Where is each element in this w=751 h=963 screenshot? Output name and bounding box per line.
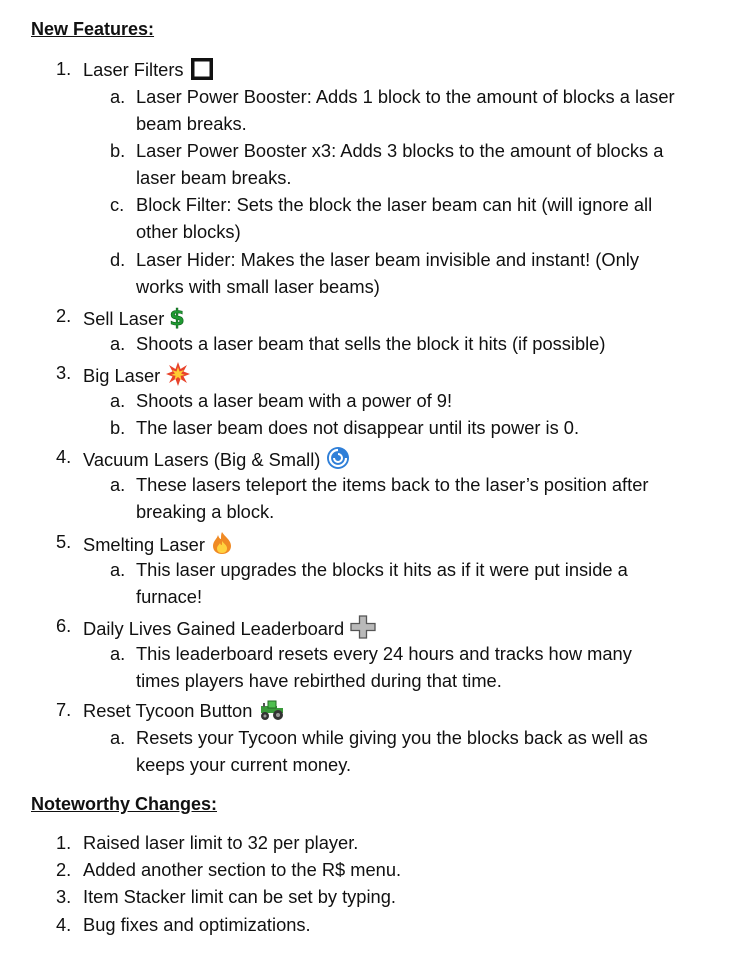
feature-title: Daily Lives Gained Leaderboard <box>83 615 376 644</box>
change-text: Added another section to the R$ menu. <box>83 859 402 880</box>
list-number: 4. <box>56 446 72 467</box>
sub-text: This leaderboard resets every 24 hours and tracks how many <box>136 643 632 664</box>
sub-letter: a. <box>110 333 126 354</box>
sub-text: Shoots a laser beam with a power of 9! <box>136 390 453 411</box>
fire-icon <box>211 531 233 560</box>
sub-text: This laser upgrades the blocks it hits as if it were put inside a <box>136 559 628 580</box>
list-number: 4. <box>56 914 72 935</box>
sub-letter: a. <box>110 390 126 411</box>
change-text: Raised laser limit to 32 per player. <box>83 832 359 853</box>
list-number: 2. <box>56 305 72 326</box>
sub-text: breaking a block. <box>136 501 275 522</box>
new-features-heading: New Features: <box>31 19 155 39</box>
sub-letter: a. <box>110 643 126 664</box>
sub-text: other blocks) <box>136 221 241 242</box>
list-number: 1. <box>56 832 72 853</box>
sub-letter: a. <box>110 86 126 107</box>
list-number: 7. <box>56 699 72 720</box>
sub-letter: a. <box>110 474 126 495</box>
sub-text: Laser Power Booster x3: Adds 3 blocks to the amount of blocks a <box>136 140 664 161</box>
list-number: 3. <box>56 886 72 907</box>
dollar-sign-icon <box>169 305 185 334</box>
feature-title: Big Laser <box>83 362 190 391</box>
sub-text: times players have rebirthed during that time. <box>136 670 502 691</box>
sub-text: works with small laser beams) <box>136 276 380 297</box>
feature-title: Vacuum Lasers (Big & Small) <box>83 446 350 475</box>
change-text: Bug fixes and optimizations. <box>83 914 311 935</box>
sub-letter: c. <box>110 194 125 215</box>
feature-title: Sell Laser $ <box>83 305 185 334</box>
sub-text: Block Filter: Sets the block the laser beam can hit (will ignore all <box>136 194 653 215</box>
sub-text: Shoots a laser beam that sells the block it hits (if possible) <box>136 333 606 354</box>
sub-text: Resets your Tycoon while giving you the blocks back as well as <box>136 727 648 748</box>
plus-icon <box>350 615 376 644</box>
white-square-icon <box>190 58 214 85</box>
feature-title: Laser Filters <box>83 58 214 85</box>
sub-letter: b. <box>110 417 126 438</box>
list-number: 3. <box>56 362 72 383</box>
sub-letter: b. <box>110 140 126 161</box>
sub-text: beam breaks. <box>136 113 247 134</box>
collision-icon <box>166 362 190 391</box>
sub-letter: a. <box>110 727 126 748</box>
cyclone-icon <box>326 446 350 475</box>
sub-text: laser beam breaks. <box>136 167 292 188</box>
tractor-icon <box>258 699 286 726</box>
sub-text: keeps your current money. <box>136 754 352 775</box>
sub-letter: a. <box>110 559 126 580</box>
sub-letter: d. <box>110 249 126 270</box>
noteworthy-changes-heading: Noteworthy Changes: <box>31 794 218 814</box>
svg-text:$: $ <box>169 306 185 329</box>
sub-text: These lasers teleport the items back to the laser’s position after <box>136 474 649 495</box>
list-number: 6. <box>56 615 72 636</box>
list-number: 5. <box>56 531 72 552</box>
change-text: Item Stacker limit can be set by typing. <box>83 886 396 907</box>
list-number: 1. <box>56 58 72 79</box>
feature-title: Smelting Laser <box>83 531 233 560</box>
sub-text: Laser Hider: Makes the laser beam invisible and instant! (Only <box>136 249 639 270</box>
feature-title: Reset Tycoon Button <box>83 699 286 726</box>
sub-text: furnace! <box>136 586 203 607</box>
sub-text: Laser Power Booster: Adds 1 block to the amount of blocks a laser <box>136 86 675 107</box>
sub-text: The laser beam does not disappear until its power is 0. <box>136 417 580 438</box>
list-number: 2. <box>56 859 72 880</box>
